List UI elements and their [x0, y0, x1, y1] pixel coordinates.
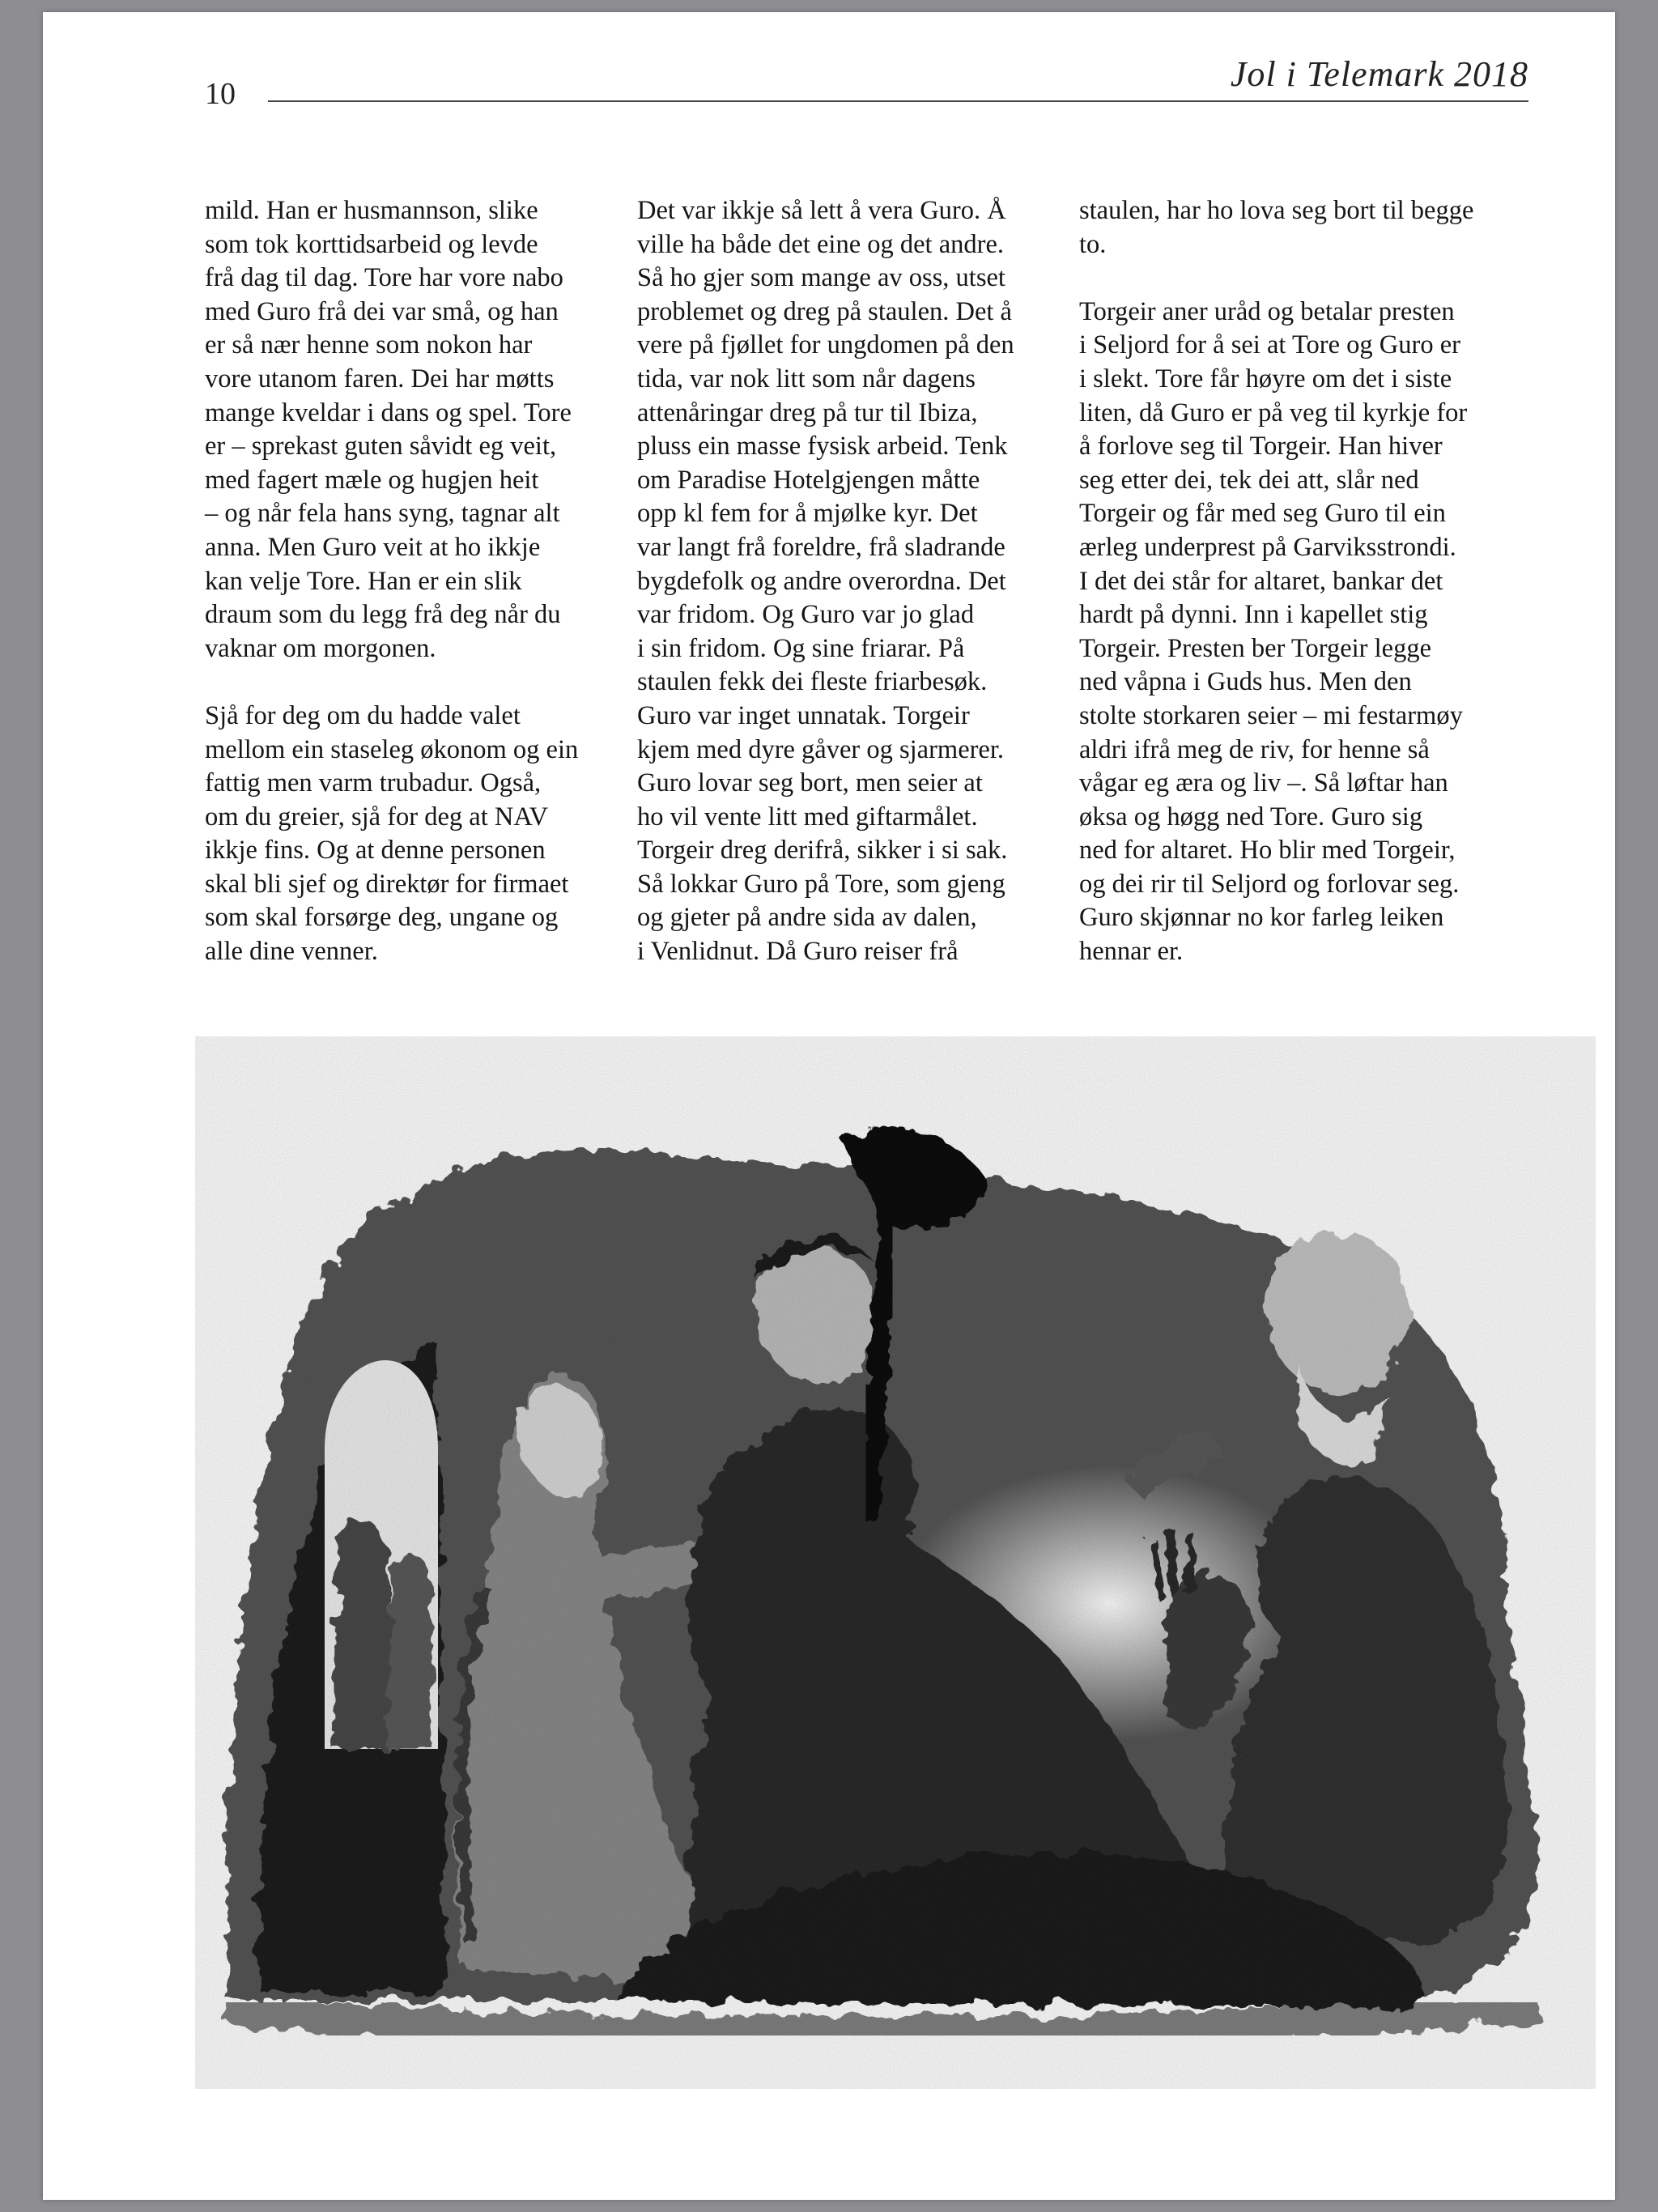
running-title: Jol i Telemark 2018 — [1230, 54, 1528, 94]
header-rule — [268, 100, 1528, 102]
magazine-page — [43, 12, 1615, 2200]
paragraph: Sjå for deg om du hadde valet mellom ein staseleg økonom og ein fattig men varm trubadur. Også, om du greier, sjå for deg at NAV ikkje fins. Og at denne personen skal bli sjef og direktør for firmaet som skal forsørge deg, ungane og alle dine venner. — [205, 700, 579, 967]
paragraph: staulen, har ho lova seg bort til begge to. — [1079, 196, 1474, 259]
paragraph: mild. Han er husmannson, slike som tok korttidsarbeid og levde frå dag til dag. Tore har vore nabo med Guro frå dei var små, og han er så nær henne som nokon har vore utanom faren. Dei har møtts mange kveldar i dans og spel. Tore er – sprekast guten såvidt eg veit, med fagert mæle og hugjen heit – og når fela hans syng, tagnar alt anna. Men Guro veit at ho ikkje kan velje Tore. Han er ein slik draum som du legg frå deg når du vaknar om morgonen. — [205, 196, 572, 663]
text-column-1 — [205, 194, 626, 969]
charcoal-grain — [195, 1036, 1596, 2089]
illustration-drawing — [195, 1036, 1596, 2089]
text-column-2 — [637, 194, 1058, 969]
paragraph: Det var ikkje så lett å vera Guro. Å ville ha både det eine og det andre. Så ho gjer som mange av oss, utset problemet og dreg på staulen. Det å vere på fjøllet for ungdomen på den tida, var nok litt som når dagens attenåringar dreg på tur til Ibiza, pluss ein masse fysisk arbeid. Tenk om Paradise Hotelgjengen måtte opp kl fem for å mjølke kyr. Det var langt frå foreldre, frå sladrande bygdefolk og andre overordna. Det var fridom. Og Guro var jo glad i sin fridom. Og sine friarar. På staulen fekk dei fleste friarbesøk. Guro var inget unnatak. Torgeir kjem med dyre gåver og sjarmerer. Guro lovar seg bort, men seier at ho vil vente litt med giftarmålet. Torgeir dreg derifrå, sikker i si sak. Så lokkar Guro på Tore, som gjeng og gjeter på andre sida av dalen, i Venlidnut. Då Guro reiser frå — [637, 196, 1014, 967]
paragraph: Torgeir aner uråd og betalar presten i Seljord for å sei at Tore og Guro er i slekt. Tore får høyre om det i siste liten, då Guro er på veg til kyrkje for å forlove seg til Torgeir. Han hiver seg etter dei, tek dei att, slår ned Torgeir og får med seg Guro til ein ærleg underprest på Garviksstrondi. I det dei står for altaret, bankar det hardt på dynni. Inn i kapellet stig Torgeir. Presten ber Torgeir legge ned våpna i Guds hus. Men den stolte storkaren seier – mi festarmøy aldri ifrå meg de riv, for henne så vågar eg æra og liv –. Så løftar han øksa og høgg ned Tore. Guro sig ned for altaret. Ho blir med Torgeir, og dei rir til Seljord og forlovar seg. Guro skjønnar no kor farleg leiken hennar er. — [1079, 296, 1468, 967]
text-column-3 — [1079, 194, 1500, 969]
page-number: 10 — [205, 77, 236, 111]
charcoal-illustration — [195, 1036, 1596, 2089]
